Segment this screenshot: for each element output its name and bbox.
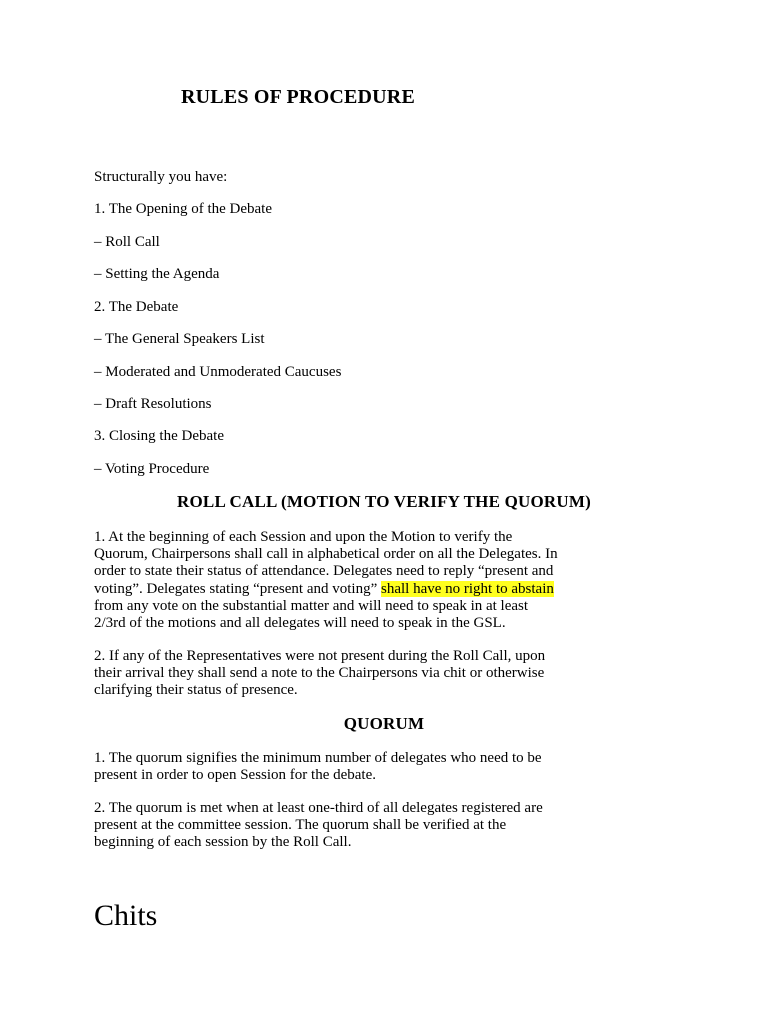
chits-heading: Chits [94,899,158,932]
paragraph-line: 1. At the beginning of each Session and upon the Motion to verify the [94,529,513,545]
outline-item: – Setting the Agenda [94,266,220,282]
roll-call-paragraph-2 [94,648,624,700]
outline-item: 1. The Opening of the Debate [94,201,273,217]
roll-call-heading: ROLL CALL (MOTION TO VERIFY THE QUORUM) [177,492,591,511]
outline-item: – Roll Call [94,234,160,250]
outline-item: – Moderated and Unmoderated Caucuses [94,364,342,380]
paragraph-line: present in order to open Session for the debate. [94,767,377,784]
paragraph-line: beginning of each session by the Roll Call. [94,834,352,851]
quorum-paragraph-1 [94,750,624,784]
paragraph-text: voting”. Delegates stating “present and voting” [94,580,381,597]
quorum-paragraph-2 [94,800,624,852]
paragraph-line: 1. The quorum signifies the minimum number of delegates who need to be [94,750,542,766]
paragraph-line: clarifying their status of presence. [94,682,298,699]
outline-item: – The General Speakers List [94,331,265,347]
paragraph-line: Quorum, Chairpersons shall call in alphabetical order on all the Delegates. In [94,546,558,563]
outline-item: 2. The Debate [94,299,179,315]
outline-item: – Draft Resolutions [94,396,212,412]
paragraph-line: order to state their status of attendance. Delegates need to reply “present and [94,563,554,580]
outline-item: – Voting Procedure [94,461,210,477]
paragraph-line [94,581,624,598]
highlighted-text: shall have no right to abstain [381,580,554,597]
quorum-heading: QUORUM [343,714,425,733]
paragraph-line: 2. The quorum is met when at least one-third of all delegates registered are [94,800,543,816]
paragraph-line: 2/3rd of the motions and all delegates will need to speak in the GSL. [94,615,506,632]
roll-call-paragraph-1 [94,529,624,632]
paragraph-line: 2. If any of the Representatives were not present during the Roll Call, upon [94,648,546,664]
outline-intro: Structurally you have: [94,169,228,185]
outline-item: 3. Closing the Debate [94,428,224,444]
paragraph-line: from any vote on the substantial matter and will need to speak in at least [94,597,529,614]
document-title: RULES OF PROCEDURE [181,86,415,108]
paragraph-line: present at the committee session. The quorum shall be verified at the [94,817,507,834]
paragraph-line: their arrival they shall send a note to the Chairpersons via chit or otherwise [94,665,545,682]
